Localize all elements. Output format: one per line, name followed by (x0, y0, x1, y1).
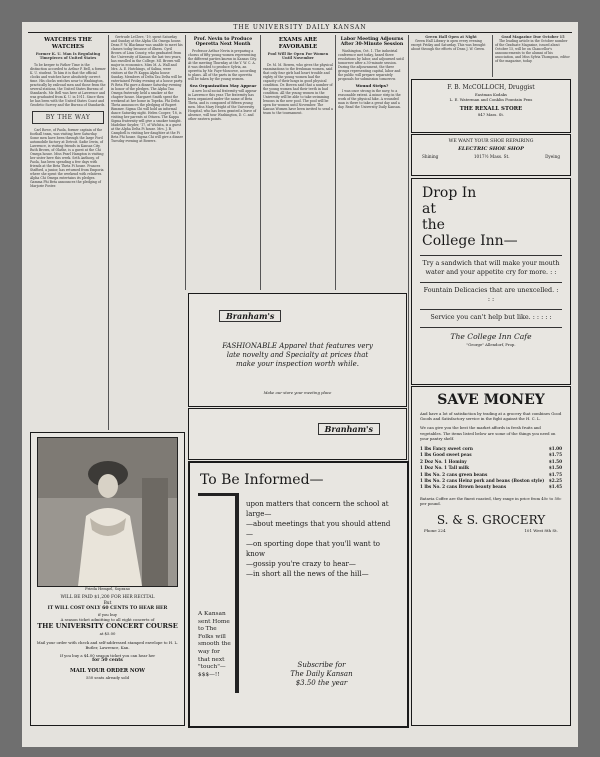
grocery-address: 101 West 8th St. (524, 528, 558, 534)
inn-owner: "George" Allendorf, Prop. (466, 342, 516, 347)
personals-body: Gertrude LeClere, '19, spent Saturday and Sunday at the Alpha Chi Omega house. Dean F. W. Blackmar was unable to meet his classes today because of illness. Cyril Brown of Linn County, who graduated from the University of Kansas the last two years, has enrolled in the College. Ml. Brown will major in economics. Miss M. A. Wall and Mrs. A. E. Hutchings, of Salina, were visitors at the Pi Kappa Alpha house Sunday. Members of Delta Tau Delta will be entertained Friday evening at a house party. Pi Beta Phi gave a dinner Saturday evening in honor of the pledges. The Alpha Tau Omega fraternity held a smoker at the chapter house. Margaret Smith spent the weekend at her home in Topeka. Phi Delta Theta announces the pledging of Rupert Rimmer. Sigma Chi will hold an informal dance Saturday night. Helen Cooper, '18, is visiting her parents at Ottawa. The Kappa Sigma fraternity will give a smoker tonight. Madeline Snyder, '17, of Wichita, is a guest at the Alpha Delta Pi house. Mrs. J. B. Campbell is visiting her daughter at the Pi Beta Phi house. Sigma Chi will give a dinner Tuesday evening at Bowers. (111, 35, 183, 143)
concert-line-8: If you buy a $4.00 season ticket you can hear her (59, 653, 156, 658)
concert-seats-sold: 550 seats already sold (85, 675, 130, 680)
green-hall-body: Green Hall Library is open every evening except Friday and Saturday. This was brought about through the efforts of Dean J. W. Green. (411, 39, 486, 51)
druggist-line1: Eastman Kodaks (475, 92, 507, 97)
exams-body: Dr. M. M. Bowen, who gives the physical examinations to the freshman women, said that only four girls had heart trouble and eighty of the young women had the capacity of their lungs in good physical condition. Dr. Bowen said that a number of the young women had their teeth in bad condition. All the young women in the University will be able to take swimming lessons in the new pool. The pool will be open for women until November. The Kansas Women have been invited to send a team to the tournament. (263, 62, 333, 115)
grocery-ad (411, 386, 571, 726)
portrait-image (38, 438, 177, 586)
by-the-way-heading: BY THE WAY (32, 111, 104, 124)
grocery-item-name: 1 lbs Fancy sweet corn (420, 446, 473, 452)
inn-fountain: Fountain Delicacies that are unexcelled. : : : (423, 286, 559, 303)
exams-headline: EXAMS ARE FAVORABLE (278, 37, 318, 50)
grocery-intro: And have a lot of satisfaction by trading at a grocery that combines Good Goods and Satisfactory service in the fight against the H. C. L. (420, 411, 562, 422)
college-inn-ad (411, 178, 571, 385)
labor-headline: Labor Meeting Adjourns After 30-Minute Session (340, 37, 404, 48)
column-divider (335, 35, 336, 290)
column-divider (185, 35, 186, 290)
grad-magazine-title: Grad Magazine Due October 15 (501, 35, 565, 39)
kansan-subscribe-2: The Daily Kansan (290, 670, 353, 678)
by-the-way-body: Carl Rowe, of Paola, former captain of the football team, was visiting here Saturday. Some men have been through the large Ford automobile factory at Detroit. Sadie Irwin, of Lawrence, is visiting friends in Kansas City. Ruth Brown, of Olathe, is a guest at the Chi Omega house. Miss Pearl Hampton is visiting her sister here this week. Seth Anthony, of Paola, has been spending a few days with friends at the Beta Theta Pi house. Frances Stafford, a junior, has returned from Emporia where she spent the weekend with relatives. Alpha Chi Omega entertains its pledges. Gamma Phi Beta announces the pledging of Marjorie Foster. (30, 127, 104, 188)
fraternity-body: A new local social fraternity will appear in Lawrence this year. The fraternity has been organized under the name of Beta Theta, and is composed of fifteen young men. Miss Mary Height of the University Hospital, who has been granted a leave of absence, will tour Washington, D. C. and other eastern points. (188, 88, 257, 121)
grocery-item-name: 1 lbs No. 2 cans green beans (420, 471, 488, 477)
exams-subhead: Pool Will Be Open For Women Until November (267, 52, 329, 61)
labor-body: Washington, Oct. 1. The industrial conference met today, heard three resolutions by labor, and adjourned until tomorrow after a 30-minute session. During the adjournment, the three groups representing capital, labor and the public will prepare separately proposals for submission tomorrow. (338, 48, 404, 81)
fraternity-headline: Sea Organization May Appear (189, 82, 257, 88)
concert-line-2: But (103, 601, 112, 606)
kansan-line-5: —in short all the news of the hill— (246, 570, 369, 578)
concert-price-2: for 50 cents (92, 658, 123, 663)
grocery-item-name: 1 lbs Good sweet peas (420, 452, 472, 458)
grocery-item-name: 1 lbs No. 2 cans Heinz pork and beans (Boston style) (420, 478, 545, 484)
kansan-line-1: upon matters that concern the school at large— (246, 500, 389, 518)
concert-line-3: IT WILL COST ONLY 60 CENTS TO HEAR HER (47, 606, 168, 611)
concert-line-5: A season ticket admitting to all eight concerts of (60, 617, 155, 622)
kansan-subscribe-3: $3.50 the year (295, 679, 348, 687)
green-hall-notice (411, 35, 491, 77)
concert-line-4: if you buy (98, 612, 117, 617)
masthead-rule (28, 32, 572, 33)
inn-title-2: at (422, 201, 436, 217)
grocery-phone: Phone 224 (424, 528, 446, 534)
kansan-line-4: —gossip you're crazy to hear— (246, 560, 356, 568)
inn-service: Service you can't help but like. : : : : : (430, 313, 552, 321)
grocery-item-price: $1.50 (548, 465, 562, 471)
inn-cafe-name: The College Inn Cafe (450, 332, 532, 341)
branham-logo-1: Branham's (219, 310, 281, 322)
shoe-title: WE WANT YOUR SHOE REPAIRING (448, 139, 534, 144)
branham-copy: FASHIONABLE Apparel that features very late novelty and Specialty at prices that make your inspection worth while. (222, 342, 373, 368)
watches-body: To be keeper to Father Time is the distinction accorded to Arthur P. Bell, a former K. U. student. To him it is that the official clocks and watches have absolutely correct time. His clocks watches near to Washington, practically by railroad men and those from the several stations, the United States Bureau of Standards. Mr. Bell was here at Lawrence and was graduated from K. U. in 1911. Since then he has been with the United States Coast and Geodetic Survey and the Bureau of Standards. (30, 62, 106, 107)
druggist-address: 847 Mass. St. (477, 112, 505, 117)
photo-caption: Frieda Hempel, Soprano (85, 587, 130, 591)
watches-headline: WATCHES THE WATCHES (44, 37, 92, 50)
druggist-line2: L. E. Waterman and Conklin Fountain Pens (449, 97, 533, 102)
shoe-repair-ad (411, 134, 571, 176)
grocery-item-name: 2 Doz No. 1 Hominy (420, 458, 467, 464)
hempel-photo (37, 437, 178, 587)
concert-course-title: THE UNIVERSITY CONCERT COURSE (37, 622, 178, 630)
grocery-item-price: $1.75 (548, 471, 562, 477)
branham-ad-2 (188, 408, 407, 460)
grad-magazine-notice (495, 35, 571, 77)
kansan-sidebar: A Kansan sent Home to The Folks will smooth the way for that next "touch"—$$$—!! (198, 611, 231, 678)
wound-body: I was once strong in the navy, to a reasonable extent. A minor strip in the work of the physical hike. A wounded man is there to take a great day and a day. Read the University Daily Kansan. (338, 88, 401, 109)
grocery-item-name: 1 lbs No. 2 cans Brown beauty beans (420, 484, 507, 490)
kansan-line-2: —about meetings that you should attend— (246, 520, 391, 538)
nevin-body: Professor Arthur Nevin is preparing a chorus of fifty young women representing the different parties known in Kansas City. At the meeting Thursday at the Y. W. C. A. it was decided to produce Sylvia, an operetta by Mr. Faye-Moscowe, according to plans. All of the parts in the operetta will be taken by the young women. (188, 48, 257, 81)
grocery-item-price: $1.75 (548, 452, 562, 458)
branham-logo-2: Branham's (318, 423, 380, 435)
inn-title-3: the (422, 217, 445, 233)
column-divider (492, 35, 493, 77)
grocery-item-name: 1 Doz No. 1 Tall milk (420, 465, 470, 471)
shoe-logo: ELECTRIC SHOE SHOP (458, 146, 524, 152)
shoe-shining: Shining (422, 154, 439, 159)
grad-magazine-body: The leading article in the October number of the Graduate Magazine, issued about October 15, will be on Chancellor's announcements to the alumni of his association, and Miss Sylvia Thompson, editor of the magazine, today. (495, 39, 570, 63)
kansan-subscribe-1: Subscribe for (297, 661, 346, 669)
druggist-store: THE REXALL STORE (459, 106, 523, 112)
shoe-dyeing: Dyeing (545, 154, 560, 159)
column-5 (338, 35, 406, 290)
branham-ad-1 (188, 293, 407, 407)
inn-sandwich: Try a sandwich that will make your mouth water and your appetite cry for more. : : (422, 259, 560, 276)
druggist-ad (411, 79, 571, 133)
concert-line-7: Mail your order with check and self-addressed stamped envelope to H. L. Butler, Lawrence, Kan. (36, 640, 179, 650)
shoe-address: 1017½ Mass. St. (473, 154, 510, 159)
column-4 (263, 35, 333, 290)
column-2 (111, 35, 183, 430)
grocery-item-price: $2.25 (548, 478, 562, 484)
concert-line-1: WILL BE PAID $1,200 FOR HER RECITAL (60, 595, 155, 600)
grocery-footer: Batavia Coffee are the finest roasted, they range in price from 40c to 50c per pound. (420, 495, 562, 507)
grocery-intro-2: We can give you the best the market affords in fresh fruits and vegetables. The items listed below are some of the things you need on your pantry shelf. (420, 425, 556, 441)
grocery-item-price: $1.45 (548, 484, 562, 490)
watches-subhead: Former K. U. Man Is Regulating Timepieces of United States (35, 52, 101, 61)
concert-mail-order: MAIL YOUR ORDER NOW (70, 668, 145, 674)
grocery-item (420, 484, 562, 490)
inn-title-4: College Inn— (422, 233, 518, 249)
grocery-item-price: $1.50 (548, 458, 562, 464)
green-hall-title: Green Hall Open at Night (425, 35, 477, 39)
newspaper-page (22, 22, 578, 747)
wound-headline: Wound Strips? (355, 82, 389, 88)
nevin-headline: Prof. Nevin to Produce Operetta Next Month (193, 37, 253, 48)
grocery-item-price: $1.00 (548, 446, 562, 452)
concert-ad (30, 432, 185, 726)
column-3 (188, 35, 258, 290)
kansan-title: To Be Informed— (200, 472, 324, 488)
concert-price: at $5.00 (99, 631, 116, 636)
druggist-name: F. B. McCOLLOCH, Druggist (447, 84, 535, 91)
column-divider (260, 35, 261, 290)
inn-title-1: Drop In (422, 185, 477, 201)
kansan-subscription-ad (188, 461, 409, 728)
grocery-price-list (412, 443, 570, 494)
masthead: THE UNIVERSITY DAILY KANSAN (233, 24, 367, 31)
grocery-name: S. & S. GROCERY (436, 513, 546, 528)
branham-tagline: Make our store your meeting place (263, 390, 332, 395)
grocery-title: SAVE MONEY (437, 392, 545, 408)
kansan-line-3: —on sporting dope that you'll want to know (246, 540, 380, 558)
column-1 (30, 35, 106, 430)
column-divider (108, 35, 109, 430)
